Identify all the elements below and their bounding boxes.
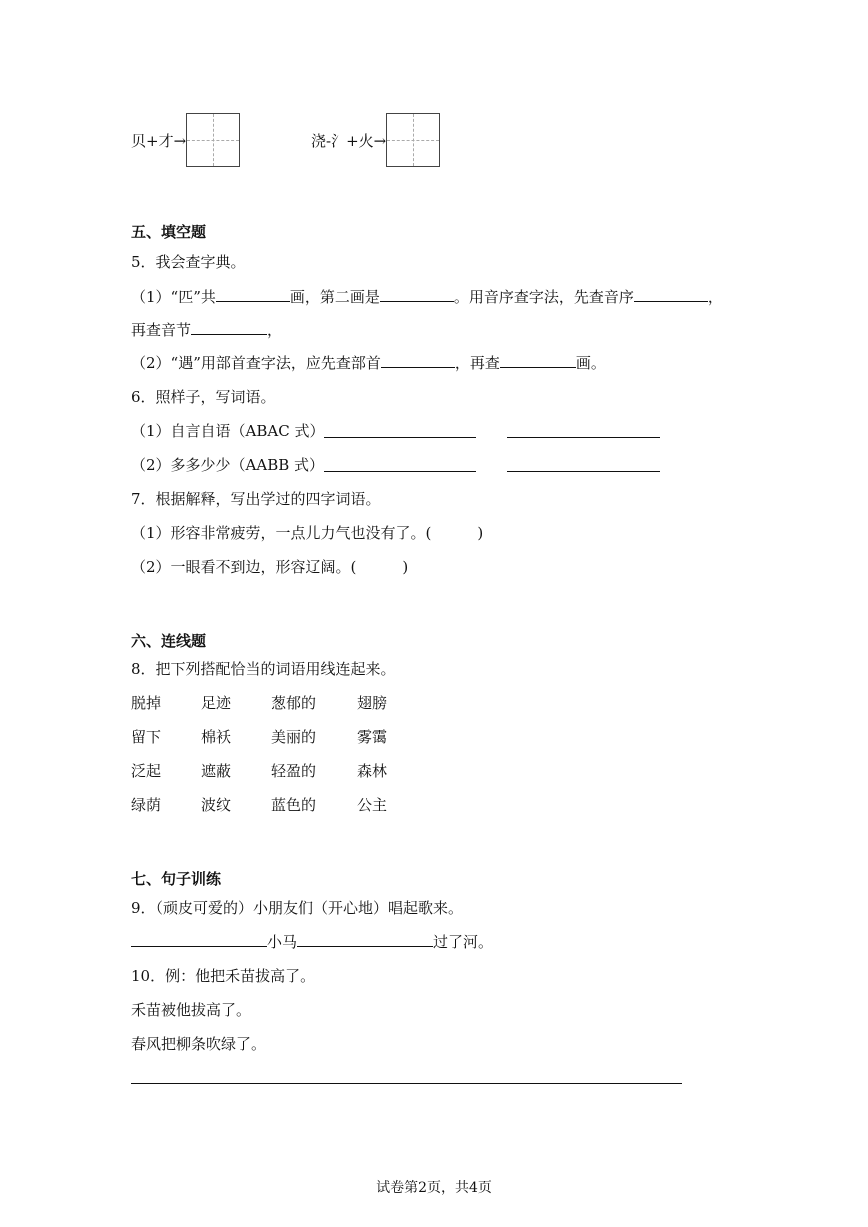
answer-blank[interactable]	[634, 287, 708, 302]
answer-blank[interactable]	[380, 287, 454, 302]
question-6-part-2: （2）多多少少（AABB 式）	[131, 456, 325, 474]
match-word[interactable]: 足迹	[201, 694, 232, 712]
char-build-item-2: 浇-氵+火→	[311, 132, 387, 150]
question-9-answer: 小马 过了河。	[131, 932, 493, 952]
section-title-6: 六、连线题	[131, 632, 207, 650]
page-footer: 试卷第2页，共4页	[376, 1180, 492, 1196]
question-8-stem: 8．把下列搭配恰当的词语用线连起来。	[131, 660, 396, 678]
char-build-item-1: 贝+才→	[131, 132, 187, 150]
answer-line[interactable]	[507, 437, 660, 438]
answer-blank[interactable]	[131, 932, 267, 947]
question-5-part-1-cont: 再查音节 ，	[131, 321, 283, 339]
section-title-7: 七、句子训练	[131, 870, 222, 888]
match-word[interactable]: 公主	[357, 796, 388, 814]
answer-blank[interactable]	[216, 287, 290, 302]
match-word[interactable]: 雾霭	[357, 728, 388, 746]
match-word[interactable]: 森林	[357, 762, 388, 780]
match-word[interactable]: 泛起	[131, 762, 162, 780]
answer-line[interactable]	[324, 471, 476, 472]
section-title-5: 五、填空题	[131, 223, 207, 241]
question-5-stem: 5．我会查字典。	[131, 253, 246, 271]
answer-blank[interactable]	[500, 353, 576, 368]
question-7-part-1: （1）形容非常疲劳，一点儿力气也没有了。( )	[131, 524, 484, 542]
question-10-example: 禾苗被他拔高了。	[131, 1001, 252, 1019]
answer-blank[interactable]	[191, 320, 267, 335]
answer-blank[interactable]	[381, 353, 455, 368]
tianzige-box-2[interactable]	[386, 113, 440, 167]
question-7-stem: 7．根据解释，写出学过的四字词语。	[131, 490, 381, 508]
match-word[interactable]: 遮蔽	[201, 762, 232, 780]
match-word[interactable]: 翅膀	[357, 694, 388, 712]
match-word[interactable]: 留下	[131, 728, 162, 746]
match-word[interactable]: 绿荫	[131, 796, 162, 814]
match-word[interactable]: 轻盈的	[271, 762, 317, 780]
match-word[interactable]: 脱掉	[131, 694, 162, 712]
question-10-stem: 10．例：他把禾苗拔高了。	[131, 967, 316, 985]
match-word[interactable]: 波纹	[201, 796, 232, 814]
question-7-part-2: （2）一眼看不到边，形容辽阔。( )	[131, 558, 409, 576]
question-9-stem: 9．（顽皮可爱的）小朋友们（开心地）唱起歌来。	[131, 899, 464, 917]
answer-blank[interactable]	[297, 932, 433, 947]
question-5-part-1: （1）“匹”共 画，第二画是 。用音序查字法，先查音序 ，	[131, 288, 723, 306]
tianzige-box-1[interactable]	[186, 113, 240, 167]
question-10-task: 春风把柳条吹绿了。	[131, 1035, 267, 1053]
match-word[interactable]: 蓝色的	[271, 796, 317, 814]
answer-line[interactable]	[507, 471, 660, 472]
match-word[interactable]: 葱郁的	[271, 694, 317, 712]
match-word[interactable]: 棉袄	[201, 728, 232, 746]
question-5-part-2: （2）“遇”用部首查字法，应先查部首 ，再查 画。	[131, 354, 606, 372]
answer-line[interactable]	[131, 1083, 682, 1084]
match-word[interactable]: 美丽的	[271, 728, 317, 746]
question-6-stem: 6．照样子，写词语。	[131, 388, 276, 406]
answer-line[interactable]	[324, 437, 476, 438]
question-6-part-1: （1）自言自语（ABAC 式）	[131, 422, 325, 440]
